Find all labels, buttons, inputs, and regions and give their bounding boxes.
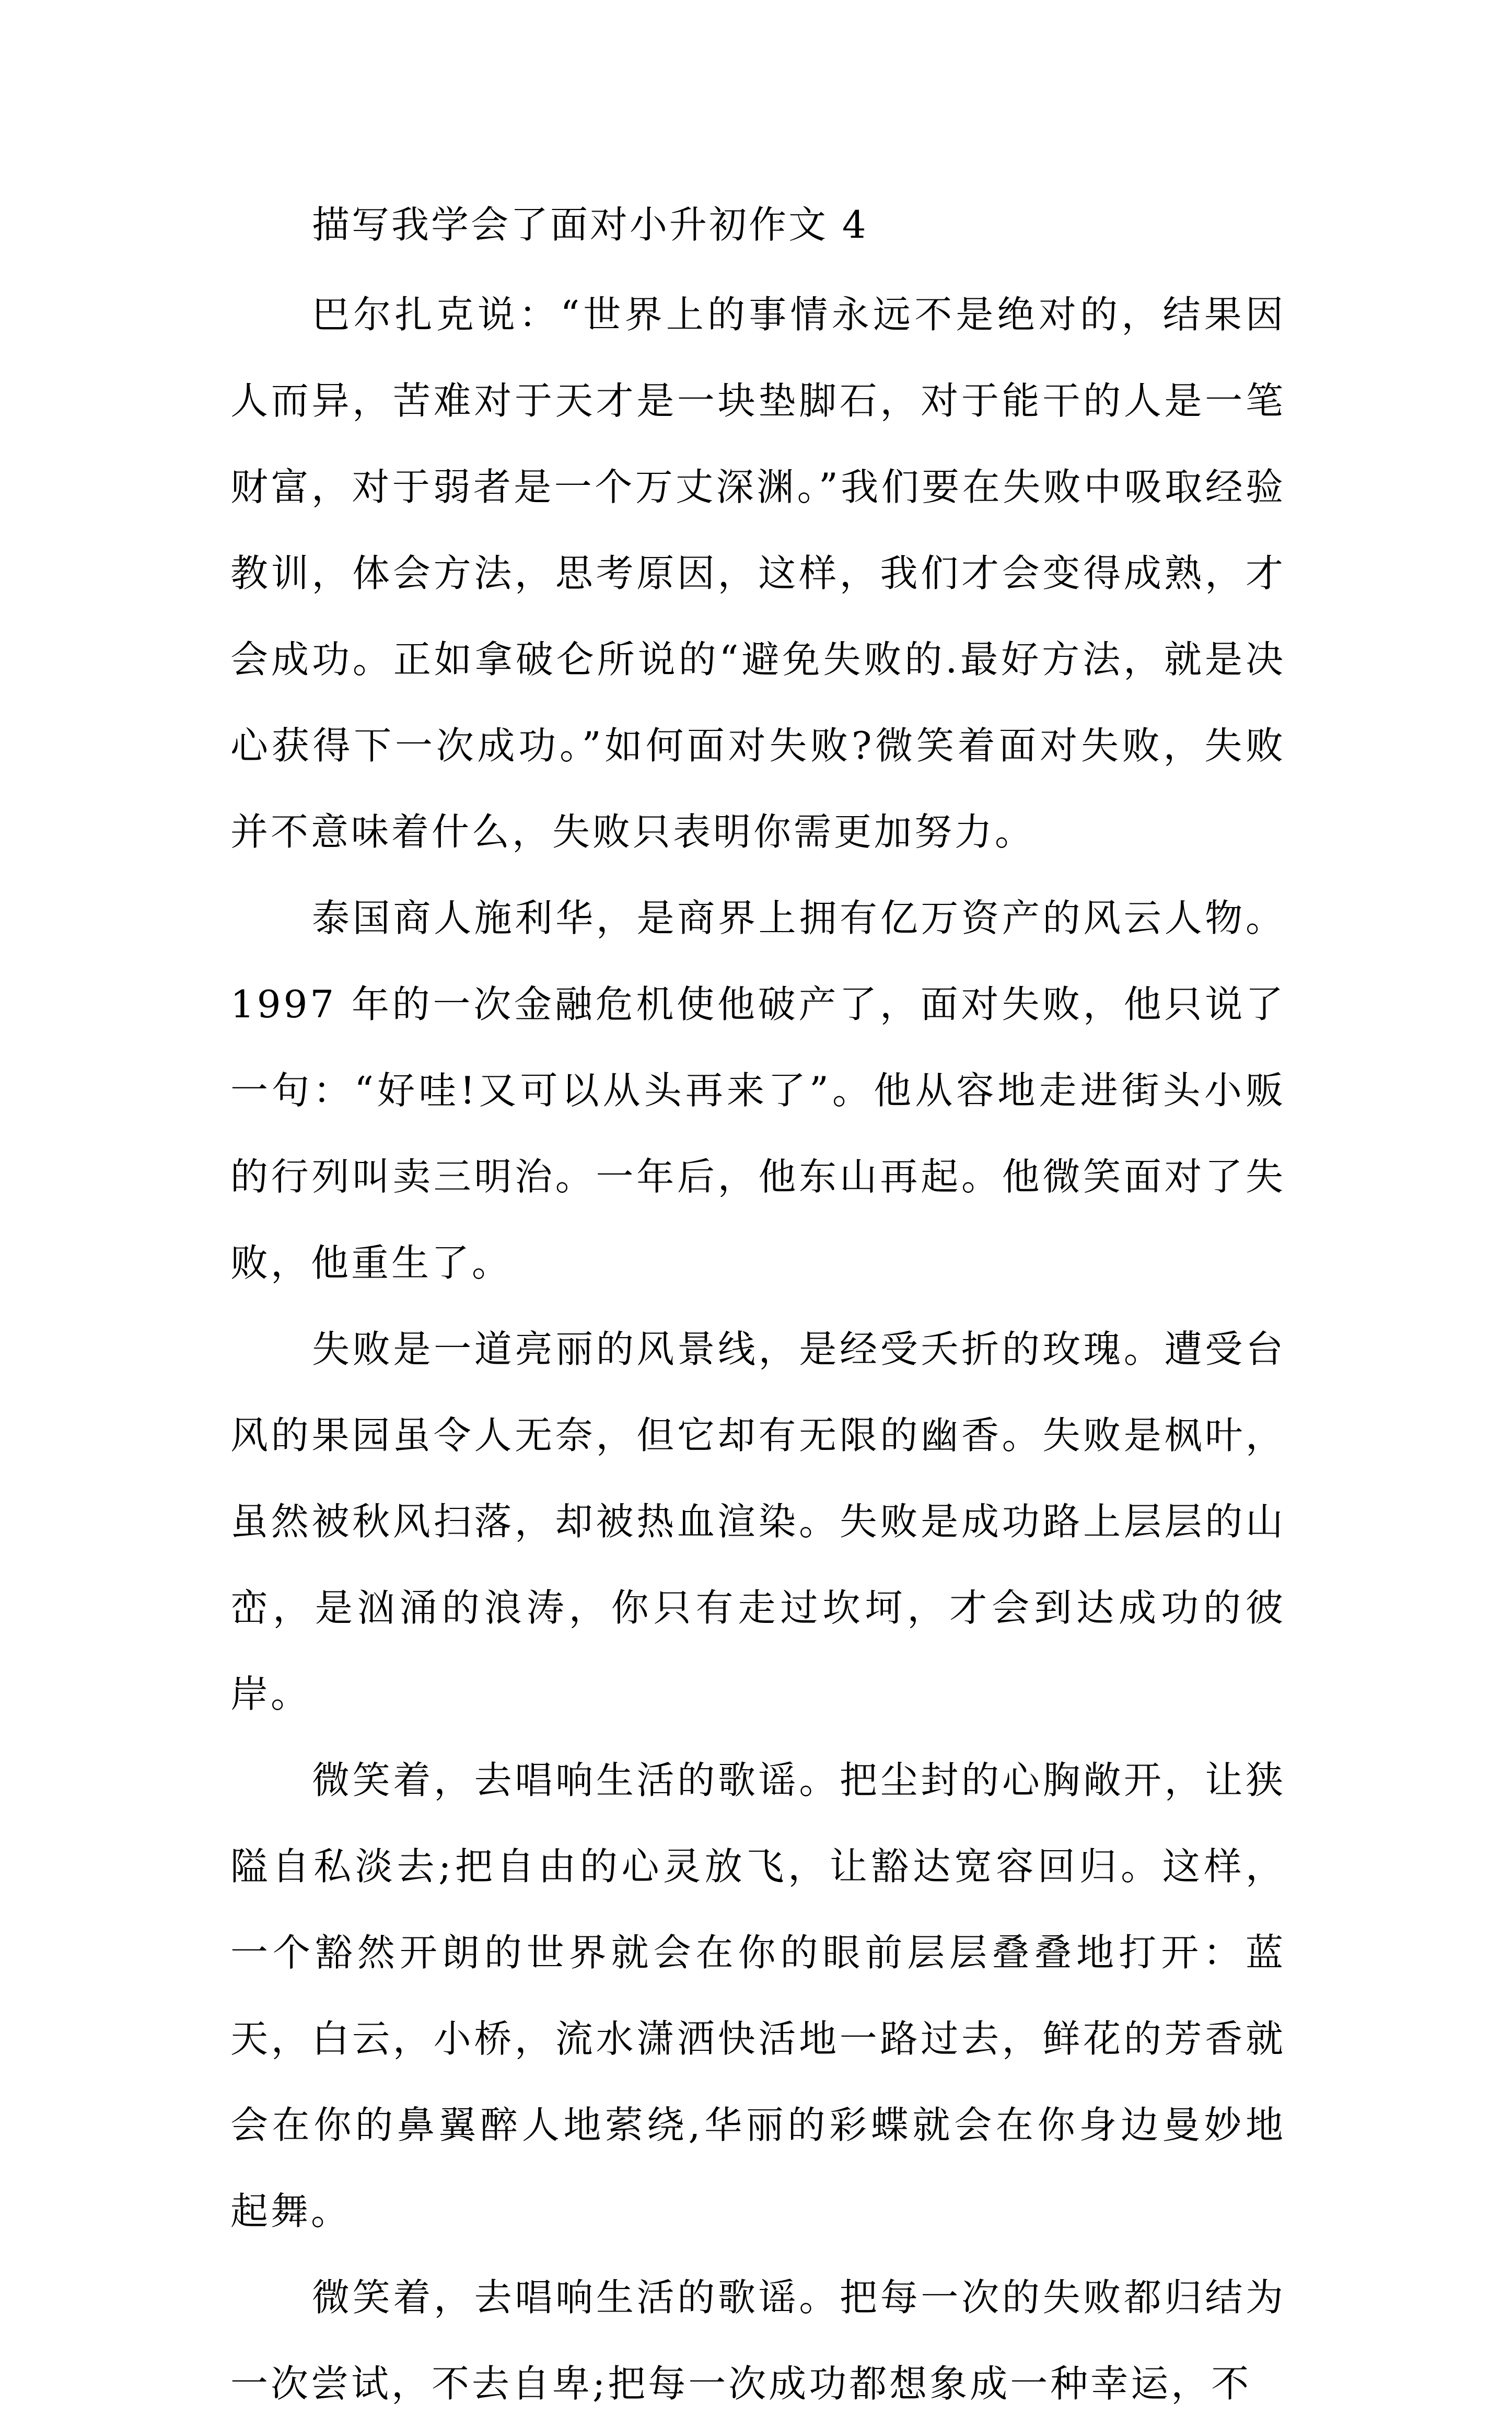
paragraph-failure-scenery: 失败是一道亮丽的风景线，是经受夭折的玫瑰。遭受台风的果园虽令人无奈，但它却有无限的幽香。失败是枫叶，虽然被秋风扫落，却被热血渲染。失败是成功路上层层的山峦，是汹涌的浪涛，你只有走过坎坷，才会到达成功的彼岸。 xyxy=(230,1327,1286,1716)
paragraph-smile-song-2: 微笑着，去唱响生活的歌谣。把每一次的失败都归结为一次尝试，不去自卑;把每一次成功都想象成一种幸运，不 xyxy=(230,2275,1286,2406)
paragraph-balzac-quote: 巴尔扎克说：“世界上的事情永远不是绝对的，结果因人而异，苦难对于天才是一块垫脚石，对于能干的人是一笔财富，对于弱者是一个万丈深渊。”我们要在失败中吸取经验教训，体会方法，思考原因，这样，我们才会变得成熟，才会成功。正如拿破仑所说的“避免失败的.最好方法，就是决心获得下一次成功。”如何面对失败?微笑着面对失败，失败并不意味着什么，失败只表明你需更加努力。 xyxy=(230,293,1286,854)
paragraph-thai-merchant: 泰国商人施利华，是商界上拥有亿万资产的风云人物。1997 年的一次金融危机使他破产了，面对失败，他只说了一句：“好哇!又可以从头再来了”。他从容地走进街头小贩的行列叫卖三明治。一年后，他东山再起。他微笑面对了失败，他重生了。 xyxy=(230,896,1286,1285)
document-page xyxy=(230,193,1286,2427)
document-title: 描写我学会了面对小升初作文 4 xyxy=(312,203,868,247)
paragraph-smile-song-1: 微笑着，去唱响生活的歌谣。把尘封的心胸敞开，让狭隘自私淡去;把自由的心灵放飞，让豁达宽容回归。这样，一个豁然开朗的世界就会在你的眼前层层叠叠地打开：蓝天，白云，小桥，流水潇洒快活地一路过去，鲜花的芳香就会在你的鼻翼醉人地萦绕,华丽的彩蝶就会在你身边曼妙地起舞。 xyxy=(230,1758,1286,2233)
